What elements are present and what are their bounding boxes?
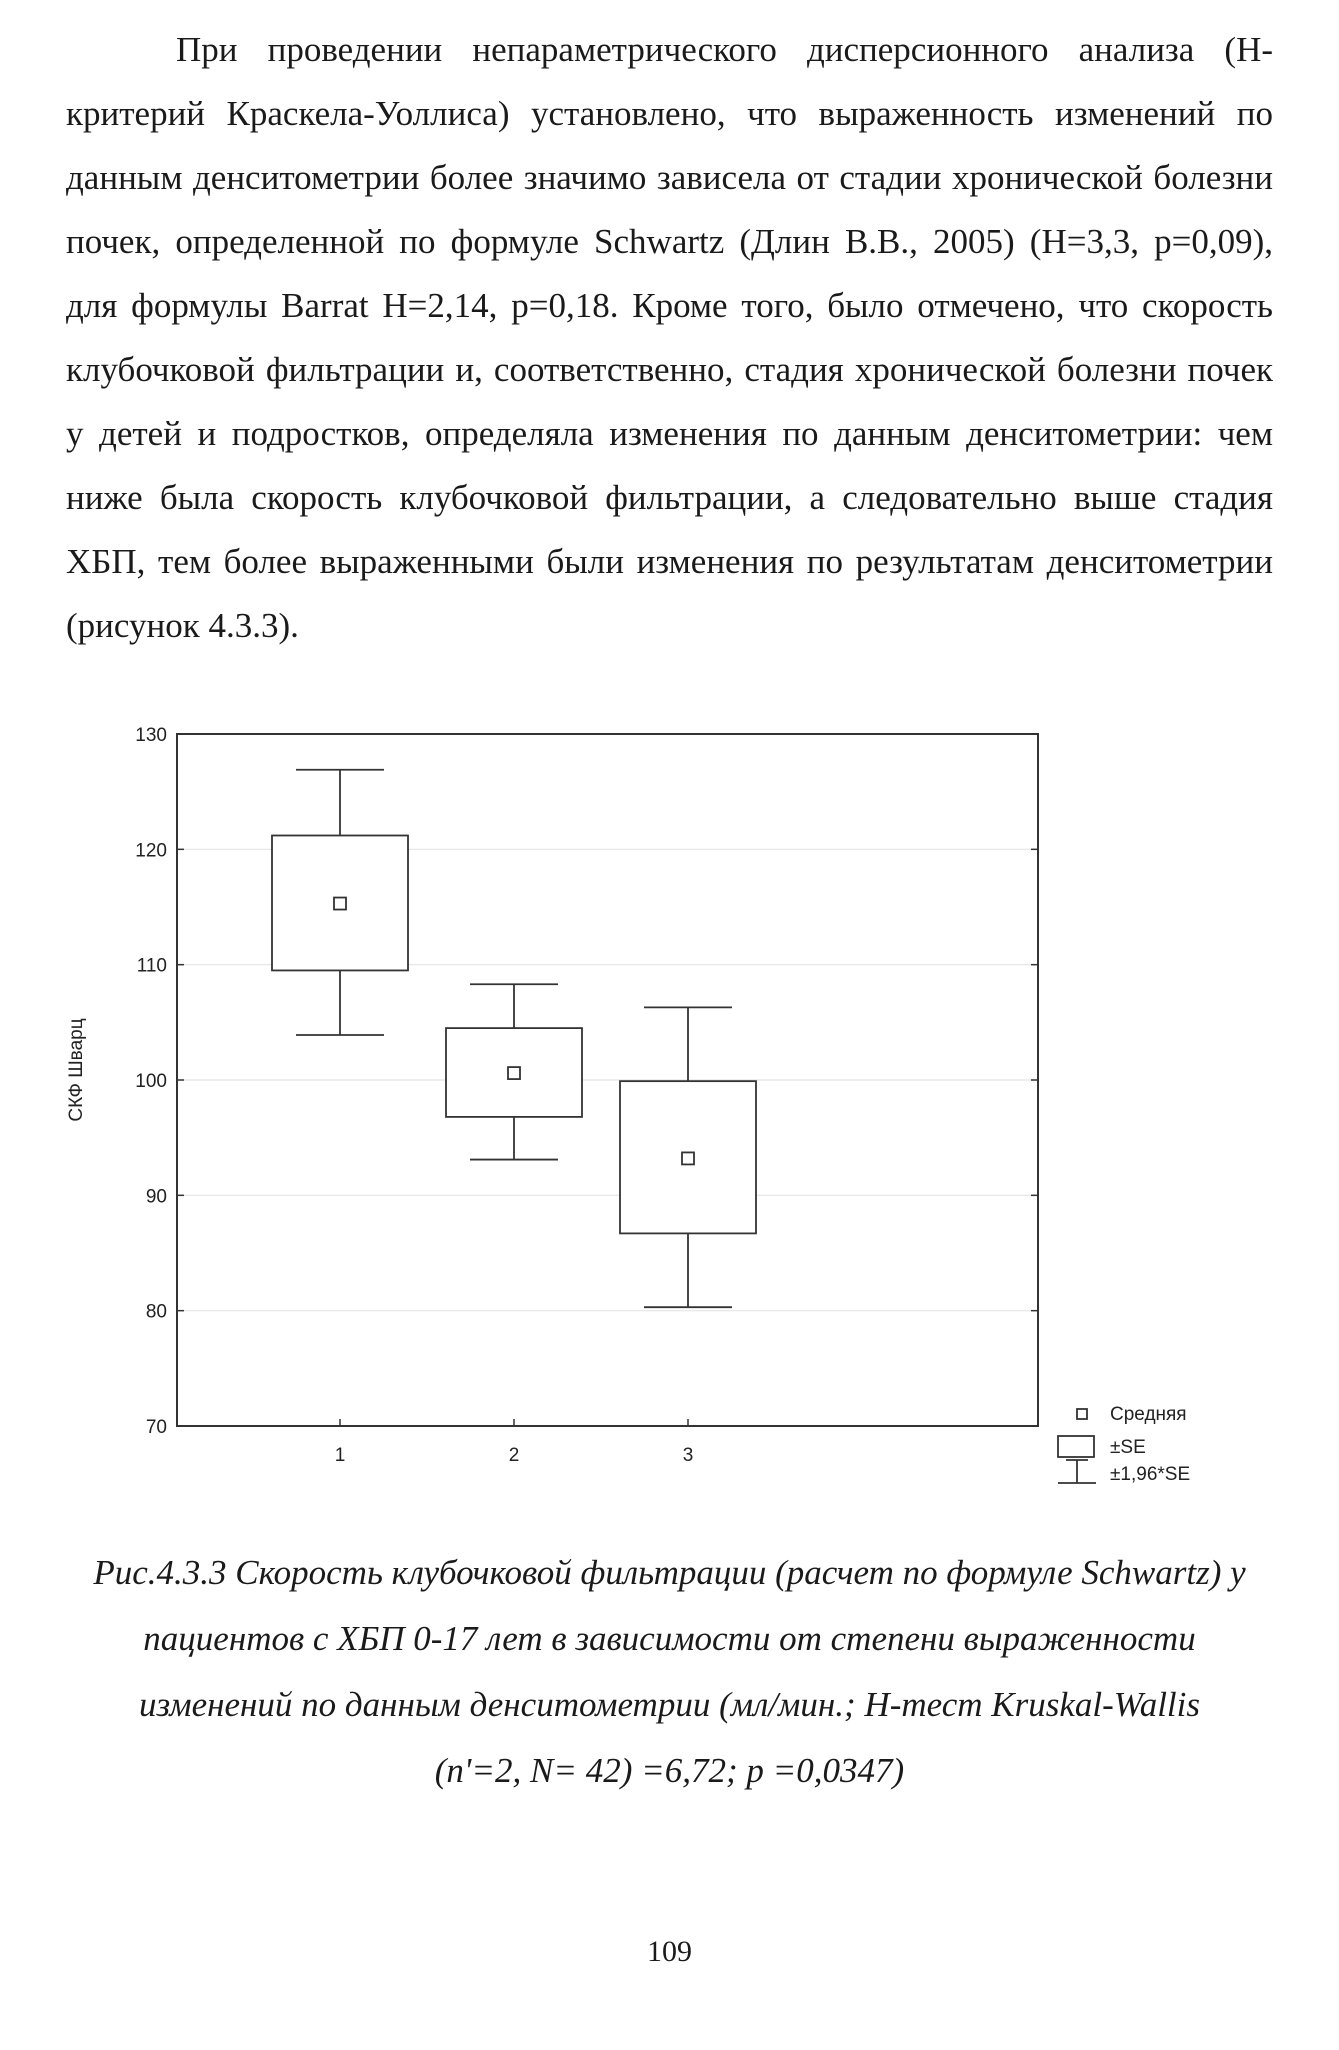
box-plot-chart <box>40 715 1260 1515</box>
mean-marker <box>334 898 346 910</box>
caption-line: Рис.4.3.3 Скорость клубочковой фильтрации (расчет по формуле Schwartz) у <box>93 1553 1246 1592</box>
x-tick-label: 2 <box>508 1445 520 1466</box>
caption-line: изменений по данным денситометрии (мл/мин.; Н-тест Kruskal-Wallis <box>139 1685 1200 1724</box>
y-tick-label: 80 <box>145 1301 167 1323</box>
legend-mean-marker <box>1077 1409 1087 1419</box>
y-tick-label: 70 <box>145 1417 167 1438</box>
legend-ci-label: ±1,96*SE <box>1110 1464 1191 1485</box>
legend-se-label: ±SE <box>1110 1437 1146 1458</box>
box-series <box>272 770 756 1307</box>
mean-marker <box>682 1152 694 1164</box>
caption-line: пациентов с ХБП 0-17 лет в зависимости от степени выраженности <box>143 1619 1196 1658</box>
y-tick-label: 130 <box>135 725 167 746</box>
y-tick-label: 120 <box>135 840 167 862</box>
body-text: При проведении непараметрического дисперсионного анализа (Н-критерий Краскела-Уоллиса) установлено, что выраженность изменений по данным денситометрии более значимо зависела от стадии хронической болезни почек, определенной по формуле Schwartz (Длин В.В., 2005) (Н=3,3, р=0,09), для формулы Barrat Н=2,14, р=0,18. Кроме того, было отмечено, что скорость клубочковой фильтрации и, соответственно, стадия хронической болезни почек у детей и подростков, определяла изменения по данным денситометрии: чем ниже была скорость клубочковой фильтрации, а следовательно выше стадия ХБП, тем более выраженными были изменения по результатам денситометрии (рисунок 4.3.3). <box>66 30 1273 645</box>
x-tick-label: 3 <box>682 1445 694 1466</box>
legend-se-marker <box>1058 1436 1094 1457</box>
y-tick-label: 100 <box>135 1071 167 1092</box>
page-number: 109 <box>647 1935 692 1968</box>
y-tick-label: 90 <box>145 1186 167 1208</box>
figure-caption <box>40 1540 1299 1804</box>
x-tick-label: 1 <box>334 1445 346 1466</box>
body-paragraph <box>66 18 1273 658</box>
legend-mean-label: Средняя <box>1110 1404 1187 1425</box>
y-axis-label: СКФ Шварц <box>66 1018 87 1122</box>
y-axis-ticks <box>135 725 1038 1438</box>
y-tick-label: 110 <box>136 955 167 977</box>
mean-marker <box>508 1067 520 1079</box>
chart-legend <box>1058 1404 1190 1485</box>
caption-line: (n'=2, N= 42) =6,72; р =0,0347) <box>434 1751 905 1790</box>
